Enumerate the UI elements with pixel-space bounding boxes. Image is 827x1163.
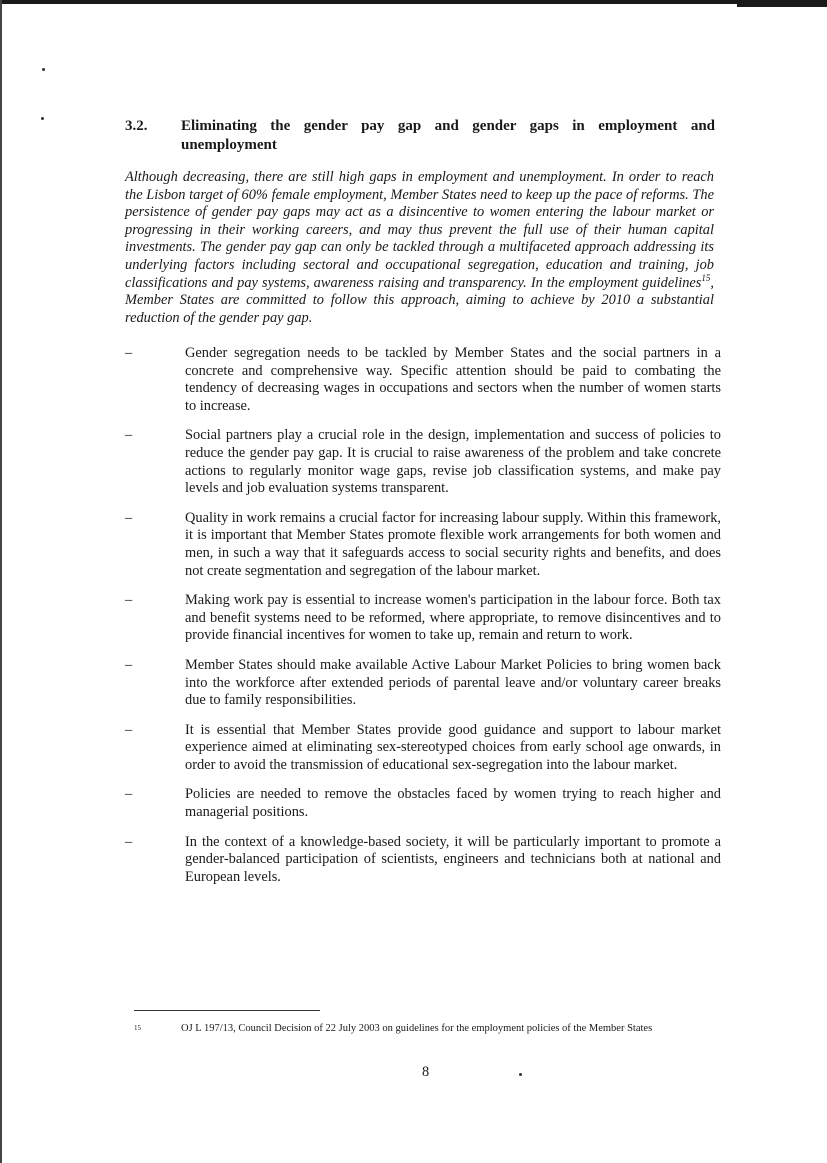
section-heading xyxy=(125,117,715,155)
page-top-rule-edge xyxy=(737,0,827,7)
intro-paragraph xyxy=(125,169,714,327)
list-item xyxy=(125,722,721,775)
scan-speck xyxy=(519,1073,522,1076)
page-left-edge xyxy=(0,0,2,1163)
intro-text-part-2: , Member States are committed to follow this approach, aiming to achieve by 2010 a substantial reduction of the gender pay gap. xyxy=(125,274,714,326)
list-item xyxy=(125,345,721,415)
bullet-dash: – xyxy=(125,592,133,609)
list-item xyxy=(125,834,721,887)
footnote-number: 15 xyxy=(134,1024,141,1032)
page-number: 8 xyxy=(422,1064,430,1080)
section-title: Eliminating the gender pay gap and gender gaps in employment and unemployment xyxy=(181,118,715,153)
list-item-text: It is essential that Member States provide good guidance and support to labour market experience aimed at eliminating sex-stereotyped choices from early school age onwards, in order to avoid the transmission of educational sex-segregation into the labour market. xyxy=(185,721,721,773)
bullet-dash: – xyxy=(125,656,133,673)
list-item xyxy=(125,592,721,645)
list-item-text: Member States should make available Active Labour Market Policies to bring women back into the workforce after extended periods of parental leave and/or voluntary career breaks due to family responsibilities. xyxy=(185,656,721,709)
list-item xyxy=(125,510,721,580)
list-item-text: Making work pay is essential to increase women's participation in the labour force. Both tax and benefit systems need to be reformed, where appropriate, to remove disincentives and to provide financial incentives for women to take up, remain and return to work. xyxy=(185,592,721,644)
bullet-list xyxy=(125,345,721,898)
scan-speck xyxy=(42,68,45,71)
list-item-text: Quality in work remains a crucial factor for increasing labour supply. Within this framework, it is important that Member States promote flexible work arrangements for both women and men, in such a way that it safeguards access to social security rights and benefits, and does not create segmentation and segregation of the labour market. xyxy=(185,509,721,579)
footnote-separator xyxy=(134,1010,320,1011)
bullet-dash: – xyxy=(125,427,133,444)
bullet-dash: – xyxy=(125,345,133,361)
list-item-text: Policies are needed to remove the obstacles faced by women trying to reach higher and managerial positions. xyxy=(185,786,721,821)
list-item xyxy=(125,657,721,710)
section-number: 3.2. xyxy=(125,118,148,134)
list-item xyxy=(125,427,721,497)
list-item-text: Gender segregation needs to be tackled by Member States and the social partners in a concrete and comprehensive way. Specific attention should be paid to combating the tendency of decreasing wages in occupations and sectors when the number of women starts to increase. xyxy=(185,345,721,414)
bullet-dash: – xyxy=(125,786,133,803)
bullet-dash: – xyxy=(125,833,133,850)
footnote-text: OJ L 197/13, Council Decision of 22 July 2003 on guidelines for the employment policies of the Member States xyxy=(181,1023,653,1034)
page-top-rule xyxy=(0,0,827,4)
list-item xyxy=(125,786,721,821)
bullet-dash: – xyxy=(125,509,133,526)
list-item-text: In the context of a knowledge-based society, it will be particularly important to promote a gender-balanced participation of scientists, engineers and technicians both at national and European levels. xyxy=(185,833,721,885)
footnote-reference: 15 xyxy=(701,272,711,283)
footnote xyxy=(134,1022,734,1035)
scan-speck xyxy=(41,117,44,120)
intro-text-part-1: Although decreasing, there are still high gaps in employment and unemployment. In order to reach the Lisbon target of 60% female employment, Member States need to keep up the pace of reforms. The persistence of gender pay gaps may act as a disincentive to women entering the labour market or progressing in their working careers, and may thus prevent the full use of their human capital investments. The gender pay gap can only be tackled through a multifaceted approach addressing its underlying factors including sectoral and occupational segregation, education and training, job classifications and pay systems, awareness raising and transparency. In the employment guidelines xyxy=(125,169,714,291)
bullet-dash: – xyxy=(125,721,133,738)
list-item-text: Social partners play a crucial role in the design, implementation and success of policies to reduce the gender pay gap. It is crucial to raise awareness of the problem and take concrete actions to regularly monitor wage gaps, revise job classification systems, and make pay levels and job evaluation systems transparent. xyxy=(185,427,721,497)
